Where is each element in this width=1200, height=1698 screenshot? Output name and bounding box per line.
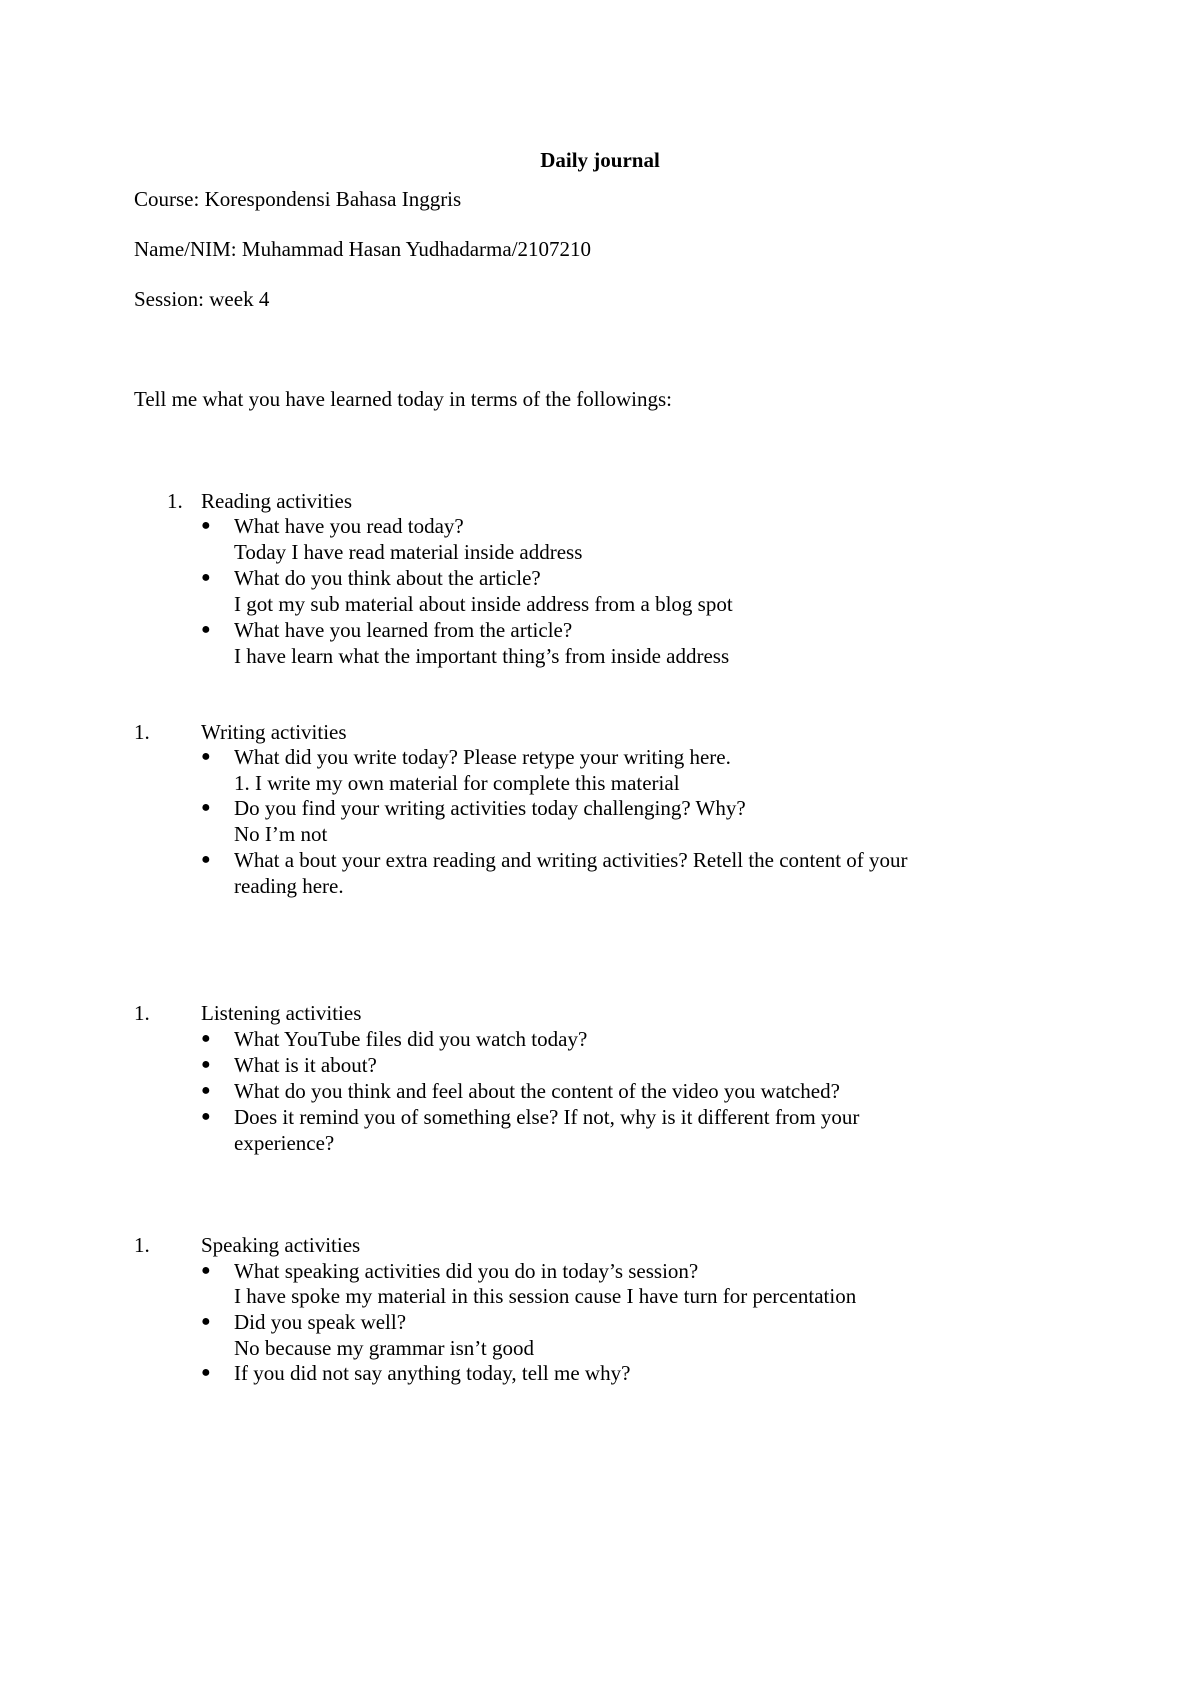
section-heading: Writing activities <box>201 720 347 744</box>
answer-text: No I’m not <box>234 822 328 846</box>
bullet-icon: ● <box>201 1262 211 1279</box>
answer-text: No because my grammar isn’t good <box>234 1336 534 1360</box>
question-text-continued: experience? <box>234 1131 335 1155</box>
section-heading: Reading activities <box>201 489 353 513</box>
bullet-icon: ● <box>201 517 211 534</box>
question-text: What have you read today? <box>234 514 464 538</box>
question-text: Do you find your writing activities today challenging? Why? <box>234 796 746 820</box>
bullet-icon: ● <box>201 1030 211 1047</box>
question-text: What speaking activities did you do in today’s session? <box>234 1259 699 1283</box>
section-number: 1. <box>134 1001 150 1025</box>
prompt-text: Tell me what you have learned today in terms of the followings: <box>134 387 672 411</box>
bullet-icon: ● <box>201 799 211 816</box>
answer-text: I got my sub material about inside address from a blog spot <box>234 592 733 616</box>
bullet-icon: ● <box>201 621 211 638</box>
bullet-icon: ● <box>201 569 211 586</box>
answer-text: I have spoke my material in this session cause I have turn for percentation <box>234 1284 857 1308</box>
bullet-icon: ● <box>201 1056 211 1073</box>
question-text: What is it about? <box>234 1053 377 1077</box>
bullet-icon: ● <box>201 1082 211 1099</box>
question-text-continued: reading here. <box>234 874 344 898</box>
question-text: What have you learned from the article? <box>234 618 573 642</box>
bullet-icon: ● <box>201 851 211 868</box>
question-text: What did you write today? Please retype your writing here. <box>234 745 731 769</box>
section-heading: Listening activities <box>201 1001 362 1025</box>
question-text: If you did not say anything today, tell me why? <box>234 1361 631 1385</box>
session-line: Session: week 4 <box>134 287 270 311</box>
section-heading: Speaking activities <box>201 1233 361 1257</box>
answer-text: Today I have read material inside address <box>234 540 583 564</box>
question-text: Does it remind you of something else? If not, why is it different from your <box>234 1105 860 1129</box>
course-line: Course: Korespondensi Bahasa Inggris <box>134 187 462 211</box>
question-text: Did you speak well? <box>234 1310 407 1334</box>
answer-text: 1. I write my own material for complete this material <box>234 771 680 795</box>
question-text: What YouTube files did you watch today? <box>234 1027 588 1051</box>
question-text: What a bout your extra reading and writing activities? Retell the content of your <box>234 848 908 872</box>
bullet-icon: ● <box>201 748 211 765</box>
section-number: 1. <box>134 1233 150 1257</box>
section-number: 1. <box>167 489 183 513</box>
question-text: What do you think about the article? <box>234 566 541 590</box>
section-number: 1. <box>134 720 150 744</box>
answer-text: I have learn what the important thing’s from inside address <box>234 644 730 668</box>
bullet-icon: ● <box>201 1108 211 1125</box>
bullet-icon: ● <box>201 1313 211 1330</box>
question-text: What do you think and feel about the content of the video you watched? <box>234 1079 840 1103</box>
name-nim-line: Name/NIM: Muhammad Hasan Yudhadarma/2107210 <box>134 237 592 261</box>
bullet-icon: ● <box>201 1364 211 1381</box>
document-title: Daily journal <box>540 148 660 172</box>
